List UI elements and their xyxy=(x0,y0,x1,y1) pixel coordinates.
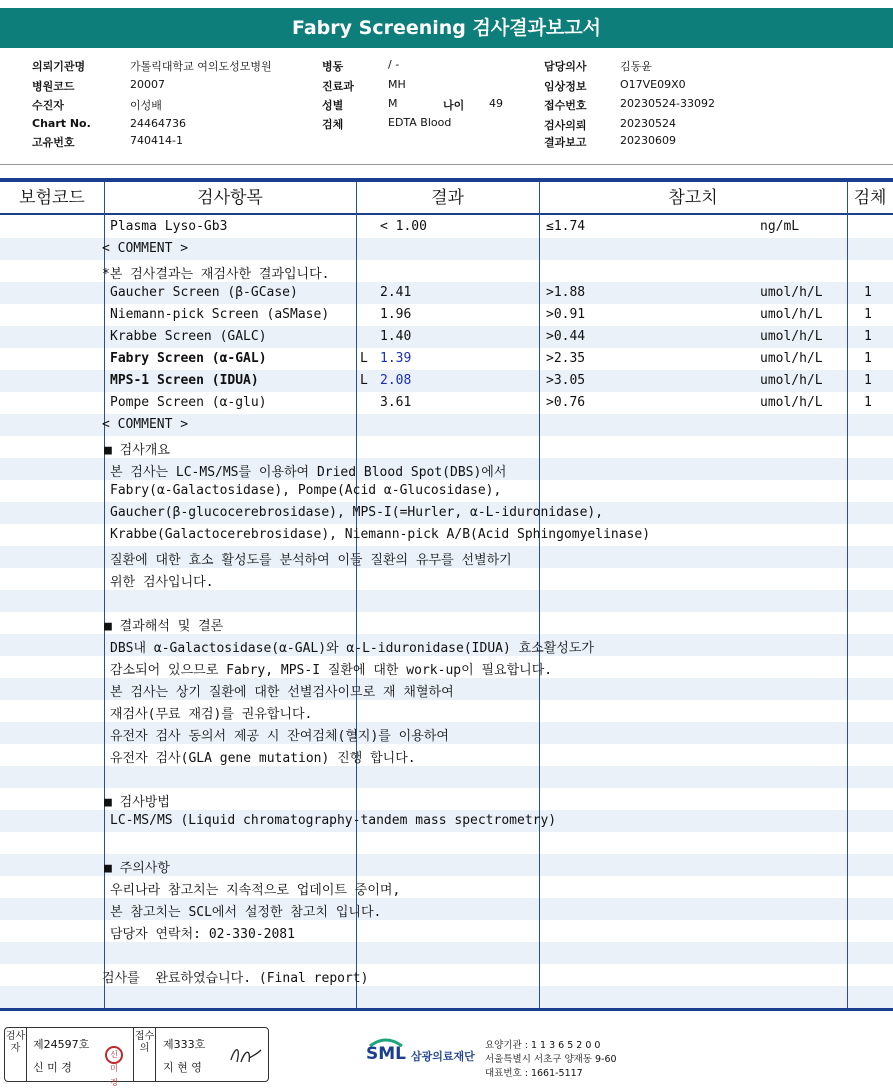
confirm-no: 제333호 xyxy=(163,1038,206,1051)
row-item: Krabbe Screen (GALC) xyxy=(110,329,267,344)
ward-label: 병동 xyxy=(322,60,344,73)
row-unit: umol/h/L xyxy=(760,307,823,322)
clinical-label: 임상정보 xyxy=(544,80,587,93)
row-result: 1.96 xyxy=(380,307,412,322)
col-result: 결과 xyxy=(431,188,464,208)
comment-heading: ■ 검사개요 xyxy=(104,443,170,458)
comment-line: 본 참고치는 SCL에서 설정한 참고치 입니다. xyxy=(110,905,382,920)
comment-line: Fabry(α-Galactosidase), Pompe(Acid α-Glucosidase), xyxy=(110,483,502,498)
doctor-value: 김동윤 xyxy=(620,60,652,73)
row-stripe xyxy=(0,590,893,612)
col-test-item: 검사항목 xyxy=(197,188,263,208)
row-result-low: 2.08 xyxy=(380,373,412,388)
signature-box xyxy=(4,1027,269,1087)
row-ref: >1.88 xyxy=(546,285,586,300)
age-value: 49 xyxy=(489,97,503,110)
row-unit: umol/h/L xyxy=(760,395,823,410)
comment-line: 유전자 검사 동의서 제공 시 잔여검체(혈지)를 이용하여 xyxy=(110,729,449,744)
row-spec: 1 xyxy=(864,307,872,322)
report-title: Fabry Screening 검사결과보고서 xyxy=(0,8,893,48)
inspector-name: 신 미 경 xyxy=(33,1061,72,1074)
comment-line: < COMMENT > xyxy=(102,417,189,432)
row-spec: 1 xyxy=(864,285,872,300)
inspector-seal: 신미경 xyxy=(105,1046,123,1064)
sex-value: M xyxy=(388,97,398,110)
row-unit: umol/h/L xyxy=(760,373,823,388)
row-spec: 1 xyxy=(864,395,872,410)
table-top-border xyxy=(0,178,893,182)
comment-line: Gaucher(β-glucocerebrosidase), MPS-I(=Hurler, α-L-iduronidase), xyxy=(110,505,604,520)
row-spec: 1 xyxy=(864,373,872,388)
care-code: 요양기관 : 1 1 3 6 5 2 0 0 xyxy=(485,1040,601,1051)
row-item: Plasma Lyso-Gb3 xyxy=(110,219,228,234)
age-label: 나이 xyxy=(443,99,465,112)
unique-label: 고유번호 xyxy=(32,136,75,149)
row-flag: L xyxy=(360,351,368,366)
dept-label: 진료과 xyxy=(322,80,354,93)
row-comment: < COMMENT > xyxy=(102,241,189,256)
address: 서울특별시 서초구 양재동 9-60 xyxy=(485,1054,617,1065)
comment-line: 검사를 완료하였습니다. (Final report) xyxy=(102,971,369,986)
row-item: Gaucher Screen (β-GCase) xyxy=(110,285,298,300)
specimen-label: 검체 xyxy=(322,118,344,131)
comment-line: 위한 검사입니다. xyxy=(110,575,214,590)
row-result: 2.41 xyxy=(380,285,412,300)
row-spec: 1 xyxy=(864,351,872,366)
hospital-code-value: 20007 xyxy=(130,78,165,91)
institution-label: 의뢰기관명 xyxy=(32,60,86,73)
comment-line: 우리나라 참고치는 지속적으로 업데이트 중이며, xyxy=(110,883,401,898)
patient-value: 이성배 xyxy=(130,99,162,112)
col-reference: 참고치 xyxy=(668,188,718,208)
comment-line: DBS내 α-Galactosidase(α-GAL)와 α-L-iduronidase(IDUA) 효소활성도가 xyxy=(110,641,594,656)
receipt-value: 20230524-33092 xyxy=(620,97,715,110)
comment-heading: ■ 주의사항 xyxy=(104,861,170,876)
comment-line: 감소되어 있으므로 Fabry, MPS-I 질환에 대한 work-up이 필요합니다. xyxy=(110,663,553,678)
request-label: 검사의뢰 xyxy=(544,119,587,132)
table-bottom-border xyxy=(0,1008,893,1011)
row-unit: umol/h/L xyxy=(760,351,823,366)
comment-line: 담당자 연락처: 02-330-2081 xyxy=(110,927,295,942)
report-date-label: 결과보고 xyxy=(544,136,587,149)
comment-line: 본 검사는 LC-MS/MS를 이용하여 Dried Blood Spot(DBS)에서 xyxy=(110,465,507,480)
row-ref: >0.44 xyxy=(546,329,586,344)
inspector-no: 제24597호 xyxy=(33,1038,90,1051)
col-specimen: 검체 xyxy=(853,188,887,208)
comment-line: 질환에 대한 효소 활성도를 분석하여 이들 질환의 유무를 선별하기 xyxy=(110,553,512,568)
request-value: 20230524 xyxy=(620,117,676,130)
sml-logo-icon xyxy=(366,1036,406,1066)
row-unit: ng/mL xyxy=(760,219,800,234)
comment-heading: ■ 검사방법 xyxy=(104,795,170,810)
row-ref: ≤1.74 xyxy=(546,219,586,234)
comment-line: 재검사(무료 재검)를 권유합니다. xyxy=(110,707,313,722)
row-ref: >2.35 xyxy=(546,351,586,366)
row-ref: >0.91 xyxy=(546,307,586,322)
row-stripe xyxy=(0,986,893,1008)
header-bottom-border xyxy=(0,213,893,215)
row-result-low: 1.39 xyxy=(380,351,412,366)
sex-label: 성별 xyxy=(322,99,344,112)
row-unit: umol/h/L xyxy=(760,329,823,344)
row-item: Niemann-pick Screen (aSMase) xyxy=(110,307,330,322)
row-spec: 1 xyxy=(864,329,872,344)
row-flag: L xyxy=(360,373,368,388)
ward-value: / - xyxy=(388,58,400,71)
row-result: 1.40 xyxy=(380,329,412,344)
chart-label: Chart No. xyxy=(32,117,91,130)
row-result: 3.61 xyxy=(380,395,412,410)
confirm-label: 접수의 xyxy=(134,1028,156,1081)
comment-line: Krabbe(Galactocerebrosidase), Niemann-pick A/B(Acid Sphingomyelinase) xyxy=(110,527,651,542)
specimen-value: EDTA Blood xyxy=(388,116,452,129)
comment-line: LC-MS/MS (Liquid chromatography-tandem mass spectrometry) xyxy=(110,813,557,828)
clinical-value: O17VE09X0 xyxy=(620,78,686,91)
row-result: < 1.00 xyxy=(380,219,427,234)
comment-line: 유전자 검사(GLA gene mutation) 진행 합니다. xyxy=(110,751,416,766)
unique-value: 740414-1 xyxy=(130,134,183,147)
row-stripe xyxy=(0,942,893,964)
row-item: MPS-1 Screen (IDUA) xyxy=(110,373,259,388)
confirm-name: 지 현 영 xyxy=(163,1061,202,1074)
row-comment: *본 검사결과는 재검사한 결과입니다. xyxy=(102,267,330,282)
col-divider xyxy=(104,182,105,1008)
hospital-code-label: 병원코드 xyxy=(32,80,75,93)
phone: 대표번호 : 1661-5117 xyxy=(485,1068,583,1079)
row-item: Fabry Screen (α-GAL) xyxy=(110,351,267,366)
row-ref: >0.76 xyxy=(546,395,586,410)
report-date-value: 20230609 xyxy=(620,134,676,147)
comment-line: 본 검사는 상기 질환에 대한 선별검사이므로 재 채혈하여 xyxy=(110,685,454,700)
row-unit: umol/h/L xyxy=(760,285,823,300)
col-insurance-code: 보험코드 xyxy=(19,188,85,208)
institution-value: 가톨릭대학교 여의도성모병원 xyxy=(130,60,272,73)
patient-label: 수진자 xyxy=(32,99,64,112)
dept-value: MH xyxy=(388,78,406,91)
foundation-name: 삼광의료재단 xyxy=(411,1050,475,1063)
row-ref: >3.05 xyxy=(546,373,586,388)
divider xyxy=(0,164,893,165)
chart-value: 24464736 xyxy=(130,117,186,130)
row-stripe xyxy=(0,766,893,788)
comment-heading: ■ 결과해석 및 결론 xyxy=(104,619,224,634)
inspector-label: 검사자 xyxy=(5,1028,27,1081)
signature-icon xyxy=(227,1042,263,1068)
col-divider xyxy=(847,182,848,1008)
col-divider xyxy=(539,182,540,1008)
receipt-label: 접수번호 xyxy=(544,99,587,112)
doctor-label: 담당의사 xyxy=(544,60,587,73)
logo-text: SML xyxy=(366,1044,406,1064)
row-item: Pompe Screen (α-glu) xyxy=(110,395,267,410)
